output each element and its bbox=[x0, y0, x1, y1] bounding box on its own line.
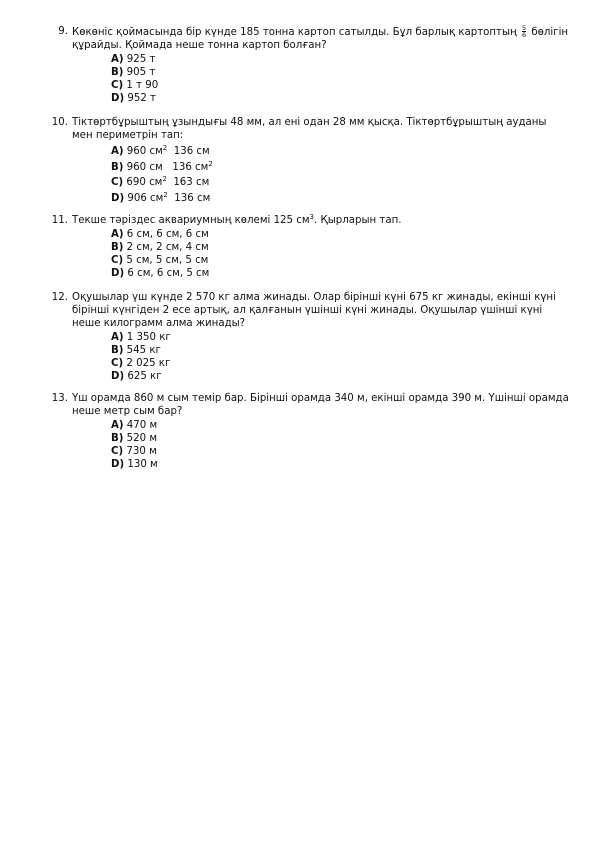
option-text: 905 т bbox=[126, 67, 156, 78]
text-segment: бөлігін bbox=[531, 27, 569, 38]
question-text-line: неше килограмм алма жинады? bbox=[72, 318, 246, 329]
question-text-line: құрайды. Қоймада неше тонна картоп болған? bbox=[72, 40, 327, 51]
option-d[interactable] bbox=[111, 92, 158, 105]
option-b[interactable] bbox=[111, 66, 158, 79]
option-text: 690 см bbox=[126, 177, 163, 188]
question-number: 9. bbox=[58, 26, 68, 37]
option-text: 5 см, 5 см, 5 см bbox=[126, 255, 209, 266]
option-letter: D) bbox=[111, 93, 125, 104]
option-text: 1 т 90 bbox=[126, 80, 159, 91]
answer-options bbox=[111, 144, 213, 206]
option-text: 545 кг bbox=[126, 345, 161, 356]
option-letter: C) bbox=[111, 255, 124, 266]
answer-options bbox=[111, 419, 158, 471]
question-text-line: Оқушылар үш күнде 2 570 кг алма жинады. Олар бірінші күні 675 кг жинады, екінші күні bbox=[72, 292, 556, 303]
option-text: 136 см bbox=[167, 146, 210, 157]
option-letter: B) bbox=[111, 345, 124, 356]
option-c[interactable] bbox=[111, 445, 158, 458]
question-number: 12. bbox=[51, 292, 68, 303]
option-letter: D) bbox=[111, 192, 125, 204]
answer-options bbox=[111, 228, 209, 280]
option-text: 960 см bbox=[126, 146, 163, 157]
question-text-line bbox=[72, 24, 569, 39]
option-b[interactable] bbox=[111, 344, 171, 357]
option-text: 730 м bbox=[126, 446, 157, 457]
option-c[interactable] bbox=[111, 79, 158, 92]
fraction-numerator: 5 bbox=[522, 24, 527, 32]
option-text: 1 350 кг bbox=[126, 332, 171, 343]
option-text: 470 м bbox=[126, 420, 158, 431]
option-letter: A) bbox=[111, 420, 124, 431]
question-text bbox=[72, 291, 566, 330]
option-letter: C) bbox=[111, 177, 124, 188]
option-a[interactable] bbox=[111, 228, 209, 241]
option-text: 6 см, 6 см, 6 см bbox=[126, 229, 209, 240]
question-text-line: мен периметрін тап: bbox=[72, 130, 184, 141]
superscript: 2 bbox=[208, 159, 213, 168]
superscript: 3 bbox=[309, 213, 315, 221]
option-letter: C) bbox=[111, 358, 124, 369]
option-letter: D) bbox=[111, 268, 125, 279]
option-text: 130 м bbox=[127, 459, 158, 470]
option-letter: A) bbox=[111, 332, 124, 343]
option-letter: B) bbox=[111, 242, 124, 253]
question-text-line: Тіктөртбұрыштың ұзындығы 48 мм, ал ені одан 28 мм қысқа. Тіктөртбұрыштың ауданы bbox=[72, 117, 547, 128]
answer-options bbox=[111, 331, 171, 383]
option-text: 952 т bbox=[127, 93, 156, 104]
text-segment: Көкөніс қоймасында бір күнде 185 тонна картоп сатылды. Бұл барлық картоптың bbox=[72, 27, 517, 38]
option-text: 520 м bbox=[126, 433, 158, 444]
question-text-line: неше метр сым бар? bbox=[72, 406, 183, 417]
option-text: 925 т bbox=[126, 54, 156, 65]
option-letter: A) bbox=[111, 229, 124, 240]
option-letter: B) bbox=[111, 161, 124, 173]
option-c[interactable] bbox=[111, 175, 213, 191]
question-text-line bbox=[72, 214, 566, 227]
option-d[interactable] bbox=[111, 370, 171, 383]
superscript: 2 bbox=[162, 144, 168, 152]
option-letter: A) bbox=[111, 54, 124, 65]
option-text: 6 см, 6 см, 5 см bbox=[127, 268, 210, 279]
option-letter: C) bbox=[111, 80, 124, 91]
option-d[interactable] bbox=[111, 458, 158, 471]
question-number: 11. bbox=[51, 215, 68, 226]
option-text: 906 см bbox=[127, 192, 164, 204]
option-text: 2 см, 2 см, 4 см bbox=[126, 242, 209, 253]
option-b[interactable] bbox=[111, 160, 213, 176]
question-text bbox=[72, 392, 569, 418]
question-text bbox=[72, 24, 569, 52]
option-a[interactable] bbox=[111, 144, 213, 160]
superscript: 2 bbox=[163, 190, 168, 199]
option-letter: B) bbox=[111, 433, 124, 444]
option-c[interactable] bbox=[111, 254, 209, 267]
text-segment: . Қырларын тап. bbox=[314, 215, 402, 226]
answer-options bbox=[111, 53, 158, 105]
option-letter: B) bbox=[111, 67, 124, 78]
option-d[interactable] bbox=[111, 191, 213, 207]
option-b[interactable] bbox=[111, 241, 209, 254]
question-text-line: Үш орамда 860 м сым темір бар. Бірінші орамда 340 м, екінші орамда 390 м. Үшінші орамда bbox=[72, 393, 569, 404]
question-text-line: бірінші күнгіден 2 есе артық, ал қалғанын үшінші күні жинады. Оқушылар үшінші күні bbox=[72, 305, 543, 316]
fraction bbox=[522, 25, 526, 38]
option-a[interactable] bbox=[111, 331, 171, 344]
superscript: 2 bbox=[162, 175, 167, 183]
option-a[interactable] bbox=[111, 53, 158, 66]
option-text: 960 см 136 см bbox=[126, 161, 209, 173]
text-segment: Текше тәріздес аквариумның көлемі 125 см bbox=[72, 215, 310, 226]
option-text: 2 025 кг bbox=[126, 358, 171, 369]
option-text: 136 см bbox=[167, 192, 211, 204]
option-letter: D) bbox=[111, 459, 125, 470]
question-text bbox=[72, 214, 566, 227]
option-text: 625 кг bbox=[127, 371, 162, 382]
question-number: 13. bbox=[51, 393, 68, 404]
question-text bbox=[72, 116, 566, 142]
option-letter: A) bbox=[111, 146, 124, 157]
option-letter: D) bbox=[111, 371, 125, 382]
option-b[interactable] bbox=[111, 432, 158, 445]
option-a[interactable] bbox=[111, 419, 158, 432]
fraction-denominator: 6 bbox=[522, 31, 527, 39]
option-c[interactable] bbox=[111, 357, 171, 370]
option-d[interactable] bbox=[111, 267, 209, 280]
option-text: 163 см bbox=[166, 177, 210, 188]
question-number: 10. bbox=[51, 117, 68, 128]
option-letter: C) bbox=[111, 446, 124, 457]
